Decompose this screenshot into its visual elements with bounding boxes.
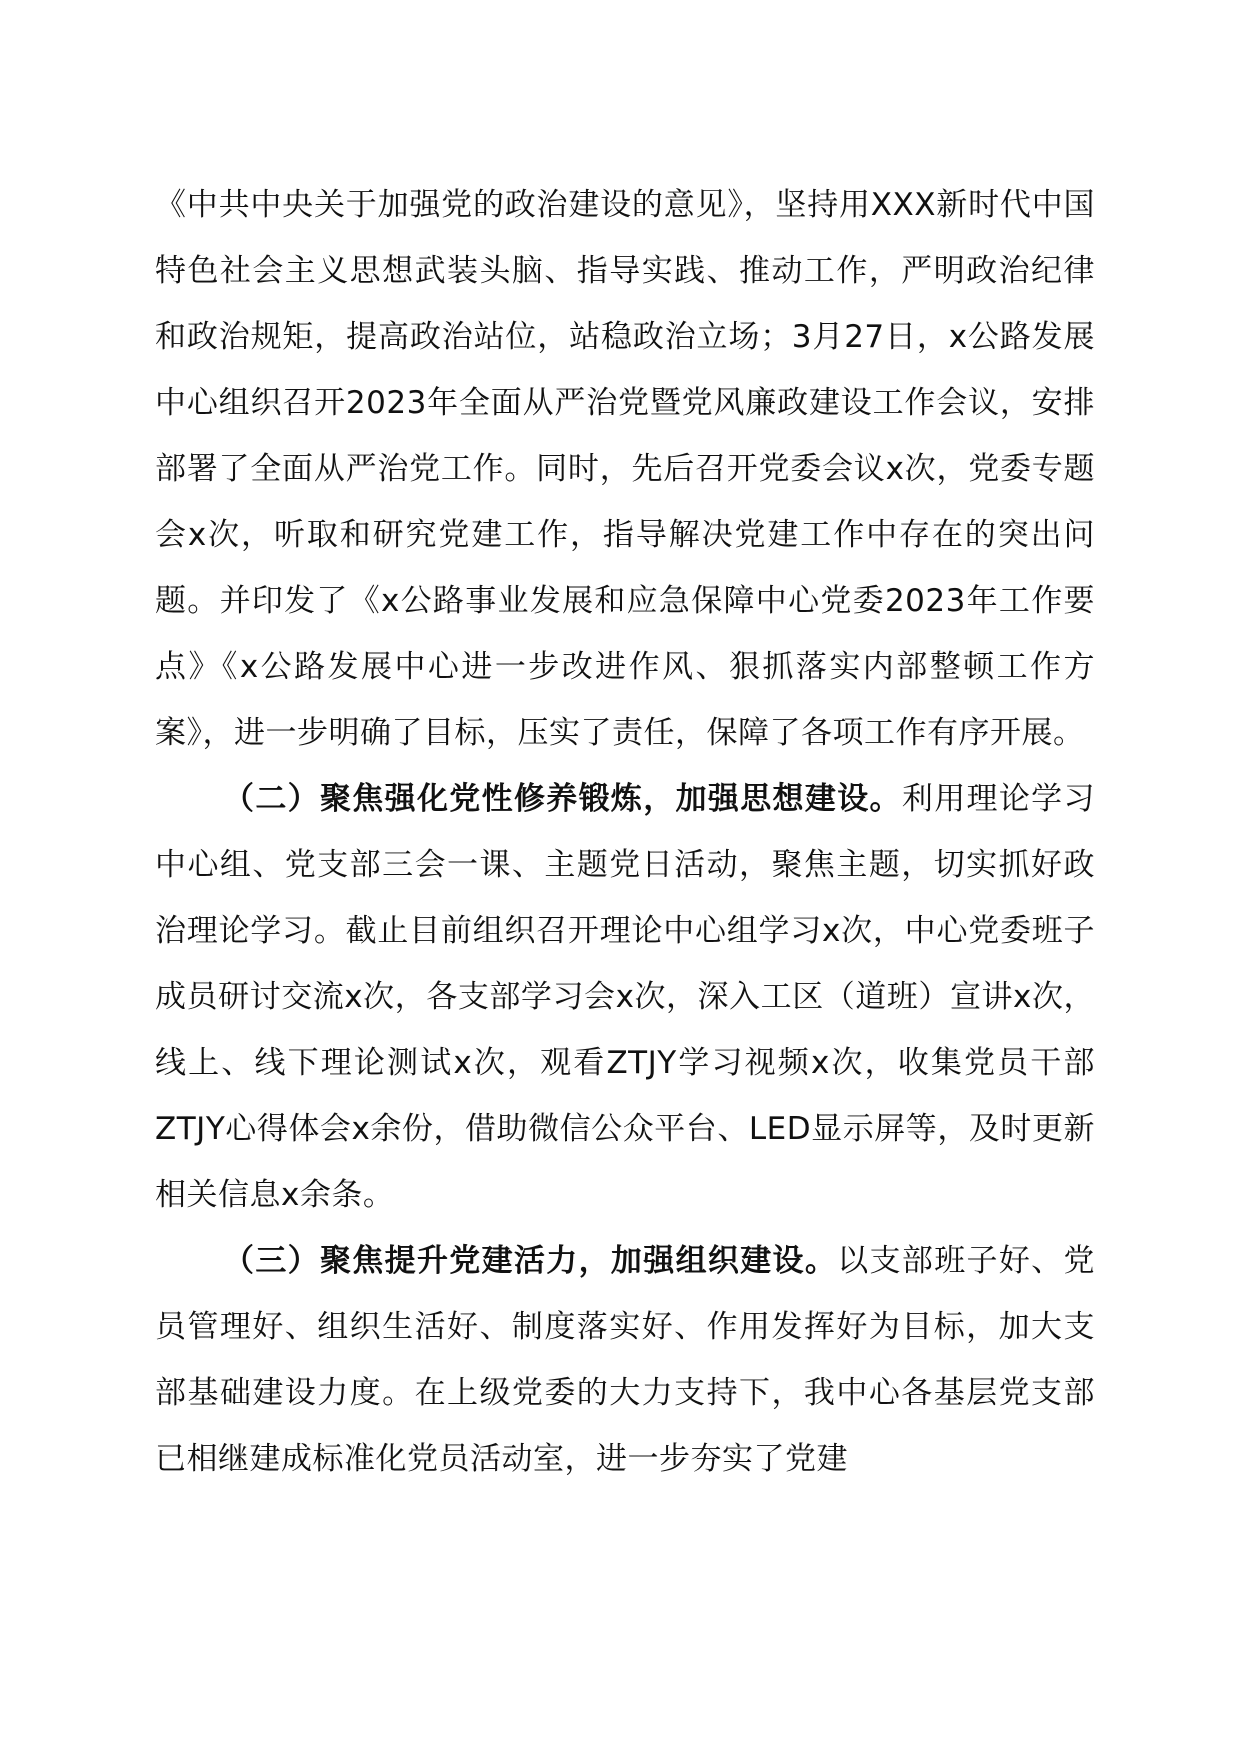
paragraph-2 xyxy=(155,766,1095,1228)
document-body xyxy=(155,172,1095,1492)
paragraph-3-text: 以支部班子好、党员管理好、组织生活好、制度落实好、作用发挥好为目标，加大支部基础建设力度。在上级党委的大力支持下，我中心各基层党支部已相继建成标准化党员活动室，进一步夯实了党建 xyxy=(155,1243,1096,1477)
paragraph-3 xyxy=(155,1228,1095,1492)
paragraph-2-heading: （二）聚焦强化党性修养锻炼，加强思想建设。 xyxy=(223,781,902,817)
paragraph-1-text: 《中共中央关于加强党的政治建设的意见》，坚持用XXX新时代中国特色社会主义思想武装头脑、指导实践、推动工作，严明政治纪律和政治规矩，提高政治站位，站稳政治立场；3月27日，x公路发展中心组织召开2023年全面从严治党暨党风廉政建设工作会议，安排部署了全面从严治党工作。同时，先后召开党委会议x次，党委专题会x次，听取和研究党建工作，指导解决党建工作中存在的突出问题。并印发了《x公路事业发展和应急保障中心党委2023年工作要点》《x公路发展中心进一步改进作风、狠抓落实内部整顿工作方案》，进一步明确了目标，压实了责任，保障了各项工作有序开展。 xyxy=(155,187,1095,751)
paragraph-2-text: 利用理论学习中心组、党支部三会一课、主题党日活动，聚焦主题，切实抓好政治理论学习。截止目前组织召开理论中心组学习x次，中心党委班子成员研讨交流x次，各支部学习会x次，深入工区（道班）宣讲x次，线上、线下理论测试x次，观看ZTJY学习视频x次，收集党员干部ZTJY心得体会x余份，借助微信公众平台、LED显示屏等，及时更新相关信息x余条。 xyxy=(155,781,1096,1213)
paragraph-3-heading: （三）聚焦提升党建活力，加强组织建设。 xyxy=(223,1243,838,1279)
paragraph-1 xyxy=(155,172,1095,766)
